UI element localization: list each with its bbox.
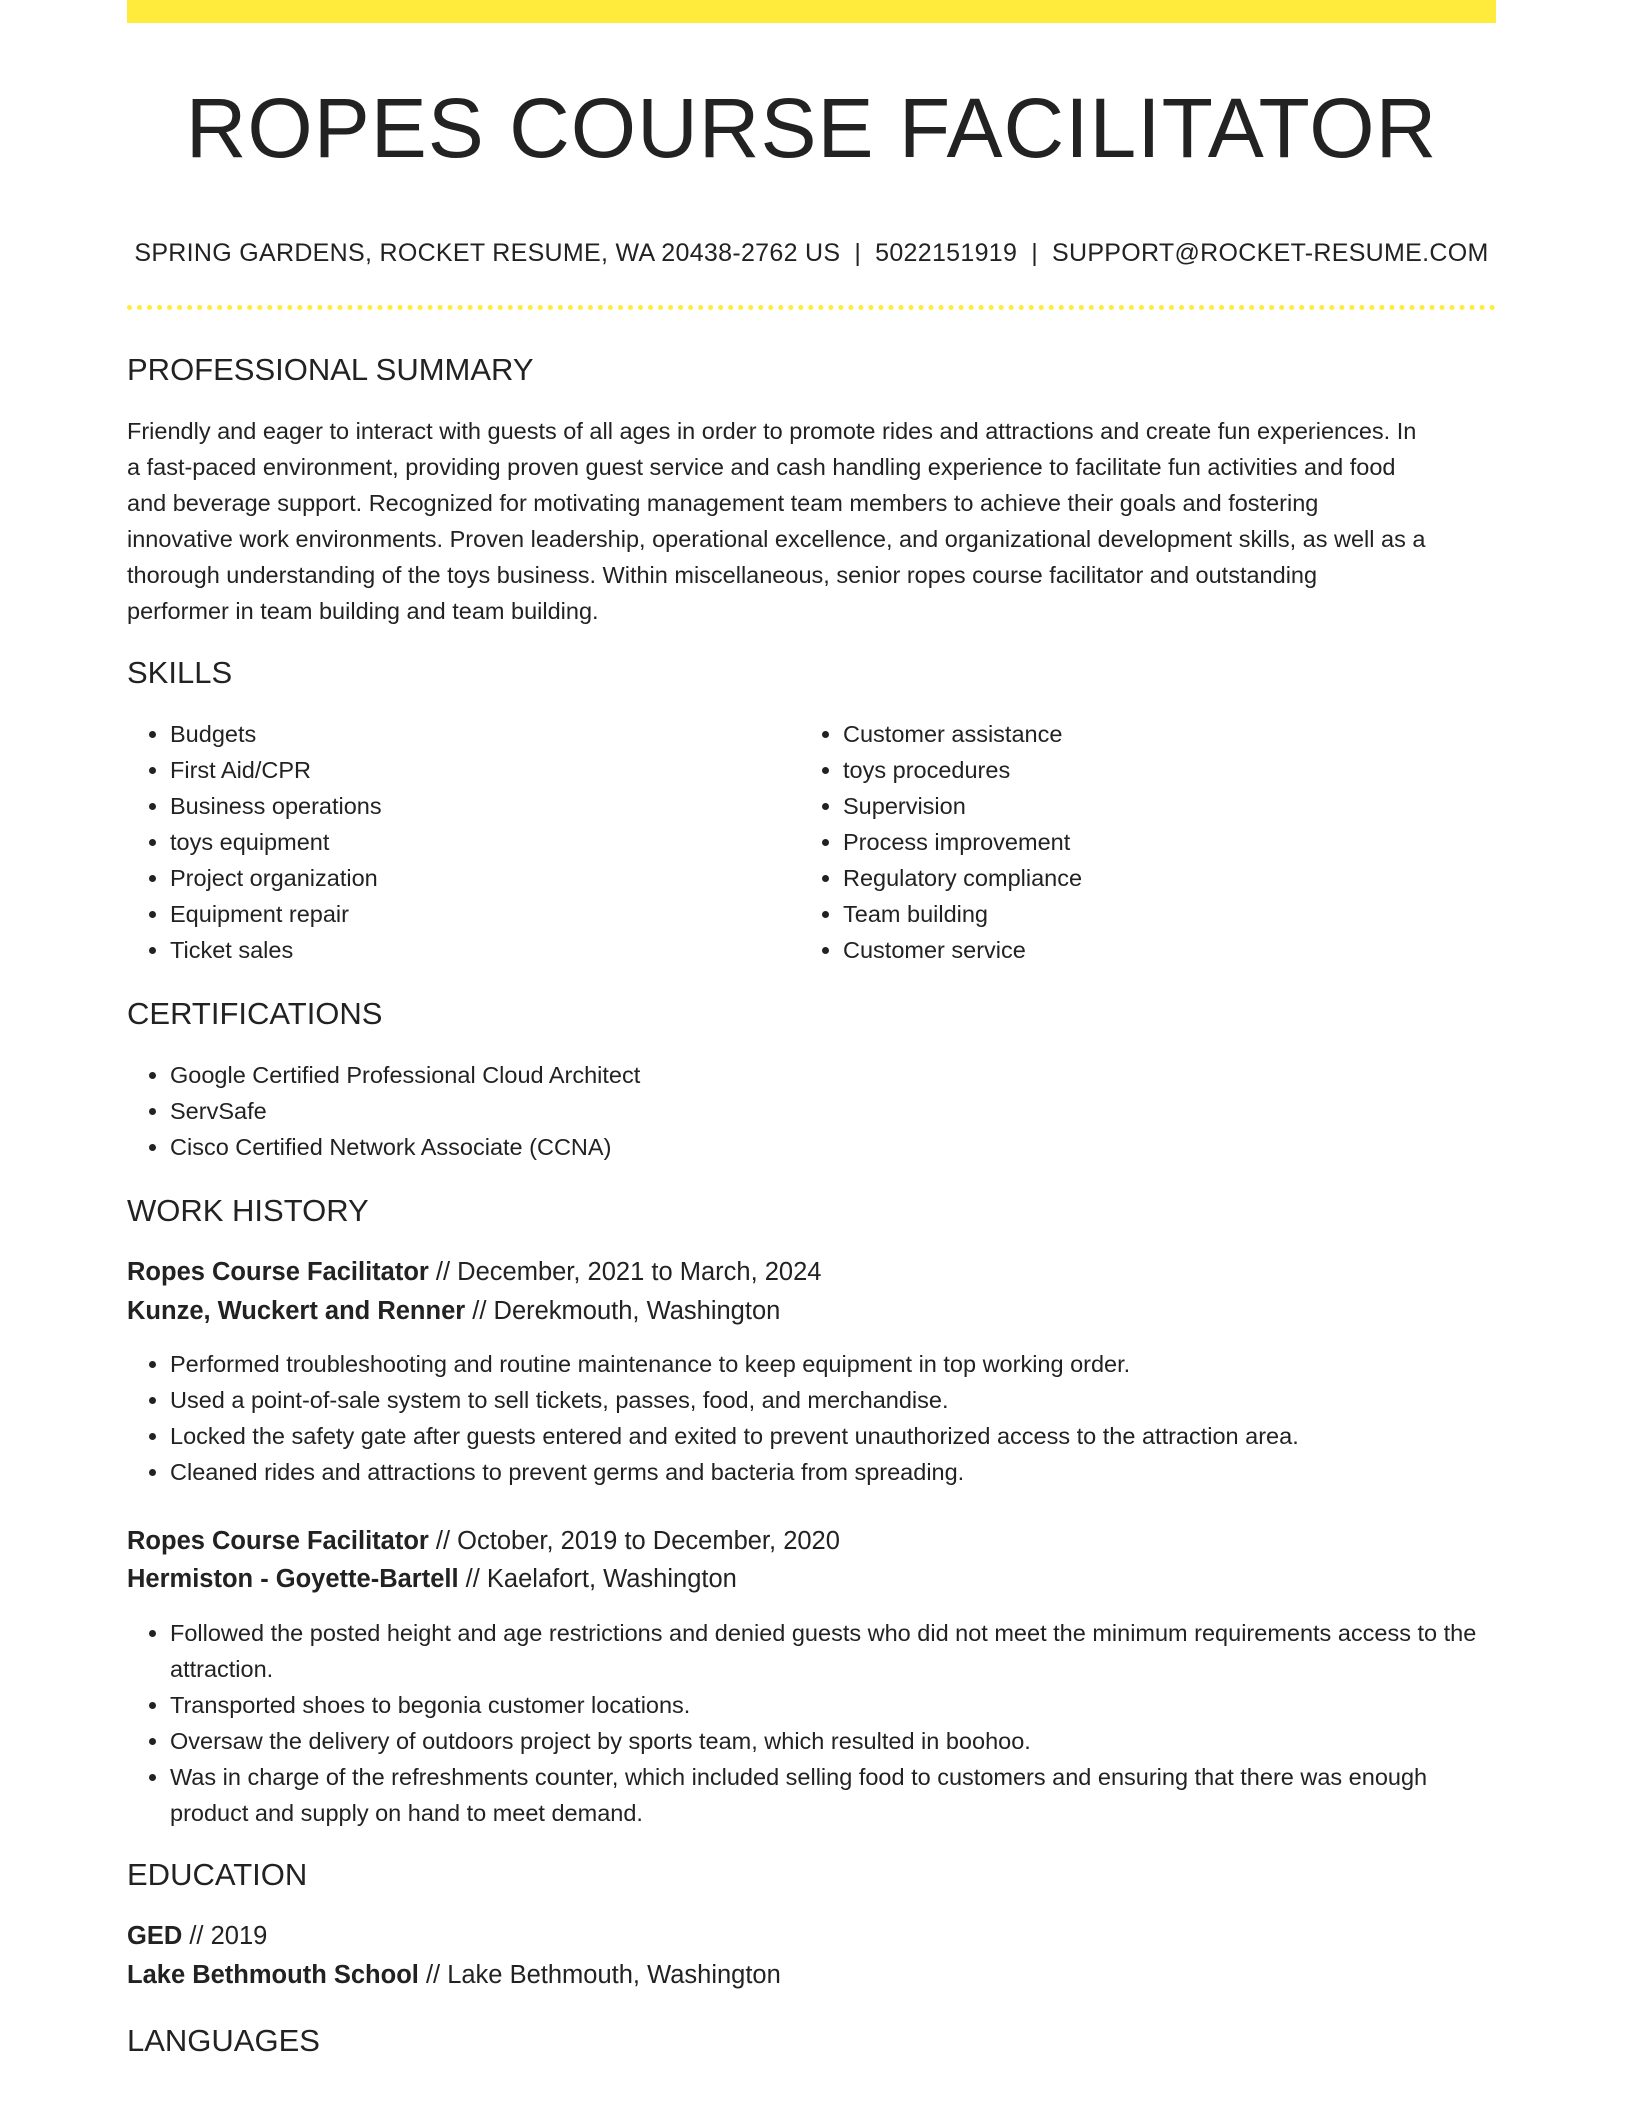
skill-item: • Supervision <box>843 788 1493 824</box>
job-bullets <box>127 1346 1496 1490</box>
skill-item: • Customer assistance <box>843 716 1493 752</box>
job-dates: // December, 2021 to March, 2024 <box>428 1258 822 1286</box>
job-bullet: • Locked the safety gate after guests entered and exited to prevent unauthorized access to the attraction area. <box>170 1418 1496 1454</box>
job-company: Kunze, Wuckert and Renner <box>127 1297 466 1325</box>
skill-item: • Ticket sales <box>170 932 770 968</box>
education-year: // 2019 <box>182 1922 268 1950</box>
job-bullet: • Cleaned rides and attractions to prevent germs and bacteria from spreading. <box>170 1454 1496 1490</box>
summary-line: thorough understanding of the toys business. Within miscellaneous, senior ropes course facilitator and outstanding <box>127 562 1318 588</box>
certification-item: • Google Certified Professional Cloud Architect <box>170 1057 1470 1093</box>
summary-line: innovative work environments. Proven leadership, operational excellence, and organizational development skills, as well as a <box>127 526 1426 552</box>
job-bullet: • Used a point-of-sale system to sell tickets, passes, food, and merchandise. <box>170 1382 1496 1418</box>
summary-paragraph <box>127 413 1496 629</box>
summary-line: Friendly and eager to interact with guests of all ages in order to promote rides and attractions and create fun experiences. In <box>127 418 1417 444</box>
contact-separator: | <box>1031 239 1038 267</box>
dotted-divider <box>127 305 1496 310</box>
job-company: Hermiston - Goyette-Bartell <box>127 1565 459 1593</box>
skill-item: • Project organization <box>170 860 770 896</box>
certification-item: • ServSafe <box>170 1093 1470 1129</box>
job-bullets <box>127 1615 1496 1831</box>
contact-email: SUPPORT@ROCKET-RESUME.COM <box>1051 239 1489 267</box>
certifications-list <box>127 1057 1470 1165</box>
job-role: Ropes Course Facilitator <box>127 1527 429 1555</box>
skill-item: • Equipment repair <box>170 896 770 932</box>
contact-phone: 5022151919 <box>875 239 1018 267</box>
section-heading-languages: LANGUAGES <box>127 2023 320 2058</box>
contact-address: SPRING GARDENS, ROCKET RESUME, WA 20438-2762 US <box>134 239 841 267</box>
section-heading-summary: PROFESSIONAL SUMMARY <box>127 352 534 387</box>
job-bullet: • Performed troubleshooting and routine maintenance to keep equipment in top working order. <box>170 1346 1496 1382</box>
skill-item: • Business operations <box>170 788 770 824</box>
education-degree: GED <box>127 1922 183 1950</box>
education-school-line <box>127 1957 781 1993</box>
job-role: Ropes Course Facilitator <box>127 1258 429 1286</box>
summary-line: a fast-paced environment, providing proven guest service and cash handling experience to facilitate fun activities and food <box>127 454 1396 480</box>
section-heading-certifications: CERTIFICATIONS <box>127 996 383 1031</box>
education-location: // Lake Bethmouth, Washington <box>418 1961 781 1989</box>
job-title-line <box>127 1523 840 1559</box>
summary-line: and beverage support. Recognized for motivating management team members to achieve their goals and fostering <box>127 490 1319 516</box>
contact-line <box>127 235 1496 271</box>
accent-top-bar <box>127 0 1496 23</box>
job-bullet: • Transported shoes to begonia customer locations. <box>170 1687 1496 1723</box>
education-degree-line <box>127 1918 267 1954</box>
skill-item: • toys procedures <box>843 752 1493 788</box>
job-dates: // October, 2019 to December, 2020 <box>428 1527 840 1555</box>
skill-item: • toys equipment <box>170 824 770 860</box>
job-bullet: • Was in charge of the refreshments counter, which included selling food to customers and ensuring that there was enough product and supply on hand to meet demand. <box>170 1759 1496 1831</box>
job-title-line <box>127 1254 821 1290</box>
job-bullet: • Oversaw the delivery of outdoors project by sports team, which resulted in boohoo. <box>170 1723 1496 1759</box>
section-heading-skills: SKILLS <box>127 655 233 690</box>
job-company-line <box>127 1561 737 1597</box>
education-school: Lake Bethmouth School <box>127 1961 419 1989</box>
job-location: // Kaelafort, Washington <box>458 1565 737 1593</box>
skill-item: • Regulatory compliance <box>843 860 1493 896</box>
skills-list-left <box>127 716 770 968</box>
job-company-line <box>127 1293 780 1329</box>
skill-item: • First Aid/CPR <box>170 752 770 788</box>
job-location: // Derekmouth, Washington <box>465 1297 781 1325</box>
resume-title: ROPES COURSE FACILITATOR <box>185 81 1438 175</box>
section-heading-education: EDUCATION <box>127 1857 308 1892</box>
contact-separator: | <box>854 239 862 267</box>
skill-item: • Budgets <box>170 716 770 752</box>
job-bullet: • Followed the posted height and age restrictions and denied guests who did not meet the minimum requirements access to the attraction. <box>170 1615 1496 1687</box>
skill-item: • Team building <box>843 896 1493 932</box>
certification-item: • Cisco Certified Network Associate (CCNA) <box>170 1129 1470 1165</box>
skills-list-right <box>800 716 1493 968</box>
section-heading-work-history: WORK HISTORY <box>127 1193 369 1228</box>
skill-item: • Process improvement <box>843 824 1493 860</box>
summary-line: performer in team building and team building. <box>127 598 599 624</box>
skill-item: • Customer service <box>843 932 1493 968</box>
